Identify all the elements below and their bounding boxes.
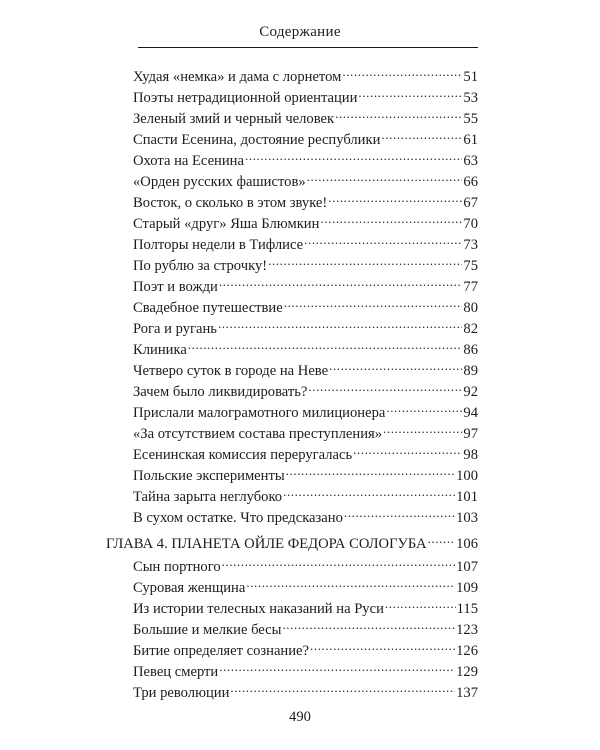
- toc-entry-title: Полторы недели в Тифлисе: [133, 237, 304, 253]
- toc-entry-title: Поэты нетрадиционной ориентации: [133, 90, 358, 106]
- dot-leader: [246, 571, 455, 592]
- toc-entry-page: 94: [463, 405, 478, 421]
- toc-chapter-page: 106: [456, 536, 478, 552]
- dot-leader: [381, 123, 462, 144]
- toc-entry-page: 70: [463, 216, 478, 232]
- toc-entry: [133, 396, 478, 421]
- dot-leader: [219, 655, 455, 676]
- dot-leader: [219, 270, 463, 291]
- toc-entry-title: Певец смерти: [133, 664, 219, 680]
- dot-leader: [385, 592, 456, 613]
- toc-entry: [133, 270, 478, 295]
- page-number: 490: [289, 709, 311, 725]
- toc-entry: [133, 592, 478, 617]
- toc-entry-title: Сын портного: [133, 559, 221, 575]
- toc-entry: [133, 165, 478, 190]
- toc-entry-page: 82: [463, 321, 478, 337]
- toc-entry: [133, 81, 478, 106]
- toc-entry-title: Старый «друг» Яша Блюмкин: [133, 216, 320, 232]
- toc-chapter-heading: [106, 527, 478, 552]
- toc-entry-page: 129: [456, 664, 478, 680]
- toc-entry-title: В сухом остатке. Что предсказано: [133, 510, 343, 526]
- toc-entry-title: Битие определяет сознание?: [133, 643, 309, 659]
- toc-entry-page: 137: [456, 685, 478, 701]
- toc-entry-title: По рублю за строчку!: [133, 258, 268, 274]
- toc-entry-page: 115: [456, 601, 478, 617]
- toc-entry-page: 123: [456, 622, 478, 638]
- toc-entry-page: 101: [456, 489, 478, 505]
- dot-leader: [286, 459, 455, 480]
- dot-leader: [230, 676, 455, 697]
- toc-entry-page: 98: [463, 447, 478, 463]
- dot-leader: [383, 417, 462, 438]
- toc-entry: [133, 144, 478, 169]
- toc-entry-title: «Орден русских фашистов»: [133, 174, 306, 190]
- toc-entry-title: Спасти Есенина, достояние республики: [133, 132, 381, 148]
- toc-entry: [133, 186, 478, 211]
- toc-entry-page: 107: [456, 559, 478, 575]
- toc-entry-title: Худая «немка» и дама с лорнетом: [133, 69, 342, 85]
- toc-entry-page: 55: [463, 111, 478, 127]
- toc-entry-page: 51: [463, 69, 478, 85]
- toc-entry: [133, 655, 478, 680]
- toc-entry-page: 89: [463, 363, 478, 379]
- dot-leader: [308, 375, 462, 396]
- toc-entry-title: Рога и ругань: [133, 321, 217, 337]
- toc-entry-title: Восток, о сколько в этом звуке!: [133, 195, 328, 211]
- toc-entry-page: 61: [463, 132, 478, 148]
- toc-entry-page: 126: [456, 643, 478, 659]
- dot-leader: [310, 634, 455, 655]
- toc-entry-page: 109: [456, 580, 478, 596]
- toc-entry: [133, 249, 478, 274]
- toc-entry: [133, 417, 478, 442]
- toc-entry-title: «За отсутствием состава преступления»: [133, 426, 383, 442]
- toc-entry-page: 103: [456, 510, 478, 526]
- toc-entry: [133, 123, 478, 148]
- toc-entry-page: 67: [463, 195, 478, 211]
- toc-entry-title: Свадебное путешествие: [133, 300, 283, 316]
- running-head: Содержание: [259, 24, 341, 40]
- toc-entry-page: 97: [463, 426, 478, 442]
- dot-leader: [344, 501, 455, 522]
- dot-leader: [428, 527, 456, 548]
- dot-leader: [335, 102, 462, 123]
- dot-leader: [268, 249, 462, 270]
- toc-entry-page: 73: [463, 237, 478, 253]
- toc-entry: [133, 634, 478, 659]
- toc-entry-title: Польские эксперименты: [133, 468, 285, 484]
- toc-entry: [133, 571, 478, 596]
- dot-leader: [307, 165, 463, 186]
- toc-entry: [133, 676, 478, 701]
- dot-leader: [328, 186, 462, 207]
- dot-leader: [304, 228, 462, 249]
- toc-entry-title: Клиника: [133, 342, 187, 358]
- toc-entry: [133, 501, 478, 526]
- toc-entry-page: 92: [463, 384, 478, 400]
- toc-entry-title: Прислали малограмотного милиционера: [133, 405, 386, 421]
- header-rule: [138, 47, 478, 48]
- toc-entry-page: 75: [463, 258, 478, 274]
- dot-leader: [358, 81, 462, 102]
- toc-entry: [133, 375, 478, 400]
- toc-entry: [133, 438, 478, 463]
- toc-entry: [133, 333, 478, 358]
- toc-entry-page: 63: [463, 153, 478, 169]
- toc-entry-title: Зачем было ликвидировать?: [133, 384, 308, 400]
- toc-entry: [133, 312, 478, 337]
- dot-leader: [222, 550, 455, 571]
- dot-leader: [320, 207, 462, 228]
- dot-leader: [329, 354, 462, 375]
- toc-entry: [133, 354, 478, 379]
- dot-leader: [245, 144, 462, 165]
- toc-entry-title: Четверо суток в городе на Неве: [133, 363, 329, 379]
- toc-entry-title: Суровая женщина: [133, 580, 246, 596]
- toc-entry: [133, 459, 478, 484]
- toc-entry-page: 86: [463, 342, 478, 358]
- toc-entry-title: Большие и мелкие бесы: [133, 622, 282, 638]
- toc-chapter-title: ГЛАВА 4. ПЛАНЕТА ОЙЛЕ ФЕДОРА СОЛОГУБА: [106, 536, 427, 552]
- dot-leader: [386, 396, 462, 417]
- toc-entry-title: Зеленый змий и черный человек: [133, 111, 335, 127]
- toc-entry-title: Три революции: [133, 685, 230, 701]
- toc-entry: [133, 207, 478, 232]
- toc-entry-title: Из истории телесных наказаний на Руси: [133, 601, 384, 617]
- dot-leader: [353, 438, 462, 459]
- dot-leader: [283, 480, 455, 501]
- dot-leader: [342, 60, 462, 81]
- toc-entry: [133, 613, 478, 638]
- toc-entry: [133, 228, 478, 253]
- toc-entry-page: 80: [463, 300, 478, 316]
- toc-entry-page: 53: [463, 90, 478, 106]
- toc-entry: [133, 102, 478, 127]
- toc-entry-title: Охота на Есенина: [133, 153, 244, 169]
- toc-entry: [133, 291, 478, 316]
- dot-leader: [282, 613, 455, 634]
- toc-entry-title: Есенинская комиссия переругалась: [133, 447, 353, 463]
- toc-entry-title: Поэт и вожди: [133, 279, 218, 295]
- toc-entry-page: 77: [463, 279, 478, 295]
- dot-leader: [284, 291, 463, 312]
- toc-entry-page: 100: [456, 468, 478, 484]
- toc-entry: [133, 550, 478, 575]
- toc-entry: [133, 480, 478, 505]
- dot-leader: [218, 312, 462, 333]
- toc-entry-title: Тайна зарыта неглубоко: [133, 489, 283, 505]
- toc-entry-page: 66: [463, 174, 478, 190]
- dot-leader: [188, 333, 463, 354]
- toc-entry: [133, 60, 478, 85]
